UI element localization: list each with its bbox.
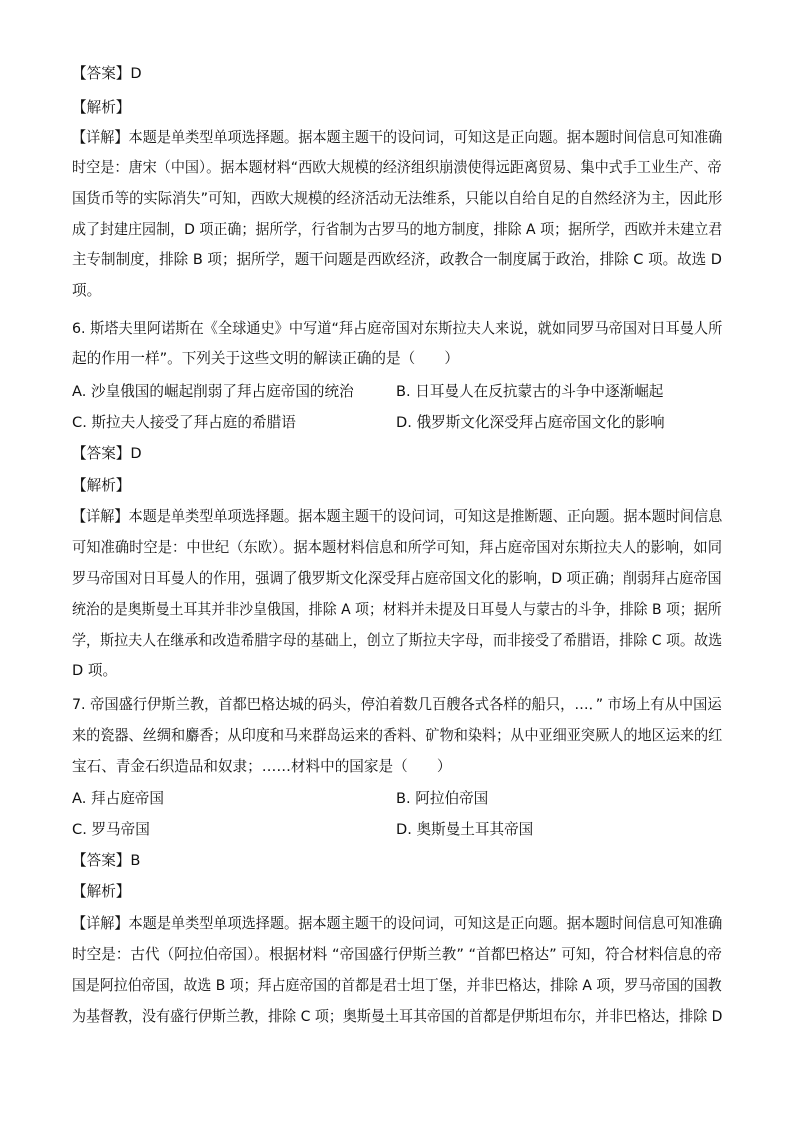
q6-analysis-label: 【解析】 [72,477,131,494]
q6-detail-line: 【详解】本题是单类型单项选择题。据本题主题干的设问词，可知这是推断题、正向题。据本题时间信息 [72,508,723,525]
q5-detail-line: 时空是：唐宋（中国）。据本题材料“西欧大规模的经济组织崩溃使得远距离贸易、集中式手工业生产、帝 [72,159,722,176]
q6-option-a: A. 沙皇俄国的崛起削弱了拜占庭帝国的统治 [72,383,354,400]
q6-option-b: B. 日耳曼人在反抗蒙古的斗争中逐渐崛起 [396,383,664,400]
q7-detail-line: 为基督教，没有盛行伊斯兰教，排除 C 项；奥斯曼土耳其帝国的首都是伊斯坦布尔，并非巴格达，排除 D [72,1008,723,1025]
q5-detail-line: 【详解】本题是单类型单项选择题。据本题主题干的设问词，可知这是正向题。据本题时间信息可知准确 [72,129,723,146]
q5-detail-line: 主专制制度，排除 B 项；据所学，题干问题是西欧经济，政教合一制度属于政治，排除 C 项。故选 D [72,251,722,268]
q6-answer: 【答案】D [72,445,142,462]
q5-detail-line: 国货币等的实际消失”可知，西欧大规模的经济活动无法维系，只能以自给自足的自然经济为主，因此形 [72,190,723,207]
q6-option-c: C. 斯拉夫人接受了拜占庭的希腊语 [72,414,296,431]
q5-answer: 【答案】D [72,65,142,82]
q6-detail-line: 学，斯拉夫人在继承和改造希腊字母的基础上，创立了斯拉夫字母，而非接受了希腊语，排除 C 项。故选 [72,632,723,649]
q6-detail-line: D 项。 [72,662,118,679]
q6-stem-line: 6. 斯塔夫里阿诺斯在《全球通史》中写道“拜占庭帝国对东斯拉夫人来说，就如同罗马帝国对日耳曼人所 [72,320,723,337]
q7-analysis-label: 【解析】 [72,883,131,900]
q6-stem-line: 起的作用一样”。下列关于这些文明的解读正确的是（ ） [72,350,460,367]
q7-option-a: A. 拜占庭帝国 [72,790,164,807]
q7-answer: 【答案】B [72,852,141,869]
q6-option-d: D. 俄罗斯文化深受拜占庭帝国文化的影响 [396,414,665,431]
q7-detail-line: 时空是：古代（阿拉伯帝国）。根据材料 “帝国盛行伊斯兰教” “首都巴格达” 可知，符合材料信息的帝 [72,946,722,963]
q7-option-b: B. 阿拉伯帝国 [396,790,489,807]
q7-option-d: D. 奥斯曼土耳其帝国 [396,821,534,838]
q6-detail-line: 统治的是奥斯曼土耳其并非沙皇俄国，排除 A 项；材料并未提及日耳曼人与蒙古的斗争，排除 B 项；据所 [72,601,722,618]
q5-analysis-label: 【解析】 [72,99,131,116]
q7-stem-line: 宝石、青金石织造品和奴隶；……材料中的国家是（ ） [72,758,452,775]
q5-detail-line: 成了封建庄园制，D 项正确；据所学，行省制为古罗马的地方制度，排除 A 项；据所学，西欧并未建立君 [72,221,723,238]
q7-stem-line: 来的瓷器、丝绸和麝香；从印度和马来群岛运来的香料、矿物和染料；从中亚细亚突厥人的地区运来的红 [72,727,723,744]
q6-detail-line: 可知准确时空是：中世纪（东欧）。据本题材料信息和所学可知，拜占庭帝国对东斯拉夫人的影响，如同 [72,539,723,556]
q7-detail-line: 【详解】本题是单类型单项选择题。据本题主题干的设问词，可知这是正向题。据本题时间信息可知准确 [72,915,723,932]
q7-detail-line: 国是阿拉伯帝国，故选 B 项；拜占庭帝国的首都是君士坦丁堡，并非巴格达，排除 A 项，罗马帝国的国教 [72,977,722,994]
q7-stem-line: 7. 帝国盛行伊斯兰教，首都巴格达城的码头，停泊着数几百艘各式各样的船只，…．” 市场上有从中国运 [72,696,722,713]
q5-detail-line: 项。 [72,282,102,299]
q6-detail-line: 罗马帝国对日耳曼人的作用，强调了俄罗斯文化深受拜占庭帝国文化的影响，D 项正确；削弱拜占庭帝国 [72,570,722,587]
q7-option-c: C. 罗马帝国 [72,821,150,838]
